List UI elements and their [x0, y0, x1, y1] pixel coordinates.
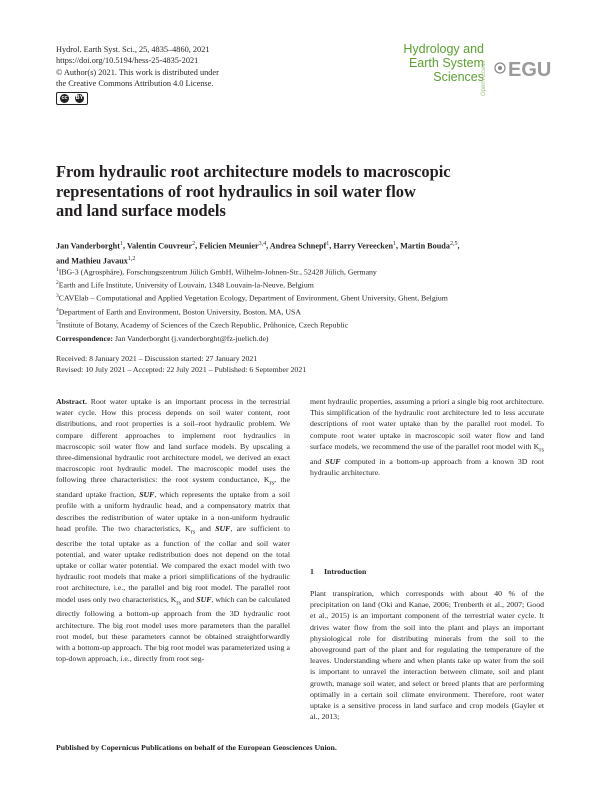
affiliation-num: 2 — [56, 280, 59, 287]
journal-name-line3: Sciences — [433, 69, 484, 84]
krs-sub: rs — [190, 528, 196, 536]
title-line2: representations of root hydraulics in soil water flow — [56, 181, 416, 201]
author-name: Jan Vanderborght — [56, 241, 120, 251]
abstract-text: and — [195, 523, 216, 533]
dates-received: Received: 8 January 2021 – Discussion started: 27 January 2021 — [56, 354, 258, 363]
abstract-column-right — [310, 396, 544, 478]
affiliation-item — [56, 305, 556, 318]
affiliation-item — [56, 318, 556, 331]
correspondence-text[interactable]: Jan Vanderborght (j.vanderborght@fz-juelich.de) — [114, 334, 269, 343]
author-aff: 1 — [326, 241, 330, 247]
author-aff: 1,2 — [127, 256, 136, 263]
affiliation-text: Department of Earth and Environment, Boston University, Boston, MA, USA — [58, 307, 302, 317]
journal-name — [384, 43, 484, 84]
section-heading-introduction — [310, 567, 366, 576]
abstract-text: ment hydraulic properties, assuming a priori a single big root architecture. This simplification of the hydraulic root architecture led to less accurate descriptions of root water uptake than by the parallel root model. To compute root water uptake in macroscopic soil water flow and land surface models, we recommend the use of the parallel root model with K — [310, 397, 544, 451]
author-name: Martin Bouda — [400, 241, 450, 251]
abstract-text: , the standard uptake fraction, — [56, 475, 290, 500]
title-line1: From hydraulic root architecture models to macroscopic — [56, 162, 451, 181]
journal-citation: Hydrol. Earth Syst. Sci., 25, 4835–4860, 2021 — [56, 45, 210, 54]
publisher-footer: Published by Copernicus Publications on behalf of the European Geosciences Union. — [56, 743, 337, 752]
author-name: Andrea Schnepf — [269, 241, 327, 251]
affiliation-num: 3 — [56, 293, 59, 300]
affiliation-text: Earth and Life Institute, University of Louvain, 1348 Louvain-la-Neuve, Belgium — [58, 280, 314, 290]
abstract-text: , are sufficient to describe the total uptake as a function of the collar and soil water potential, and water uptake redistribution does not depend on the total uptake or collar water potential. We compared the exact model with two hydraulic root models that make a priori simplifications of the hydraulic root architecture, i.e., the parallel and big root model. The parallel root model uses only two characteristics, K — [56, 523, 291, 604]
open-access-text: Open Access — [481, 60, 487, 96]
introduction-text: Plant transpiration, which corresponds with about 40 % of the precipitation on land (Oki and Kanae, 2006; Trenberth et al., 2007; Good et al., 2015) is an important component of the terrestrial water cycle. It drives water flow from the soil into the plant and plays an important physiological role for distributing minerals from the soil to the aboveground part of the plant and for regulating the temperature of the leaves. Understanding where and when plants take up water from the soil is important to unravel the interaction between climate, soil and plant growth, manage soil water, and select or breed plants that are performing optimally in a certain soil climate environment. Therefore, root water uptake is a sensitive process in land surface and crop models (Gayler et al., 2013; — [310, 589, 544, 722]
affiliation-item — [56, 291, 556, 304]
abstract-text: , which can be calculated directly following a bottom-up approach from the 3D hydraulic root architecture. The big root model uses more parameters than the parallel root model, but these parameters cannot be obtained straightforwardly with a bottom-up approach. The big root model was parameterized using a top-down approach, i.e., directly from root seg- — [56, 594, 290, 664]
suf-term: SUF — [196, 594, 212, 604]
abstract-column-left — [56, 396, 290, 664]
abstract-text: Root water uptake is an important process in the terrestrial water cycle. How this process depends on soil water content, root distributions, and root properties is a soil–root hydraulic problem. We compare different approaches to implement root hydraulics in macroscopic soil water flow and land surface models. By upscaling a three-dimensional hydraulic root architecture model, we derived an exact macroscopic root hydraulic model. The macroscopic model uses the following three characteristics: the root system conductance, K — [56, 397, 290, 485]
doi-link[interactable]: https://doi.org/10.5194/hess-25-4835-2021 — [56, 56, 199, 66]
author-aff: 2 — [192, 241, 196, 247]
abstract-text: , which represents the uptake from a soil profile with a uniform hydraulic head, and a compensatory matrix that describes the redistribution of water uptake in a non-uniform hydraulic head profile. The two characteristics, K — [56, 490, 290, 533]
open-access-label — [479, 40, 493, 100]
cc-by-badge-icon[interactable] — [56, 92, 88, 105]
title-line3: and land surface models — [56, 201, 226, 220]
affiliation-text: Institute of Botany, Academy of Sciences of the Czech Republic, Průhonice, Czech Republic — [58, 320, 349, 330]
author-aff: 3,4 — [258, 241, 267, 247]
section-number: 1 — [310, 567, 314, 576]
copyright-line: © Author(s) 2021. This work is distributed under — [56, 67, 219, 77]
journal-name-line2: Earth System — [408, 55, 484, 70]
abstract-label: Abstract. — [56, 397, 87, 406]
dates-published: Revised: 10 July 2021 – Accepted: 22 July 2021 – Published: 6 September 2021 — [56, 365, 307, 375]
krs-sub: rs — [269, 479, 275, 487]
citation-block — [56, 44, 306, 90]
cc-icon: cc — [61, 95, 68, 101]
by-icon: BY — [75, 95, 84, 101]
suf-term: SUF — [139, 490, 155, 500]
affiliation-num: 5 — [56, 319, 59, 326]
author-aff: 2,5 — [449, 241, 458, 247]
abstract-text: and — [310, 456, 326, 466]
dates-block — [56, 353, 556, 375]
journal-name-line1: Hydrology and — [403, 42, 484, 56]
abstract-text: and — [181, 594, 197, 604]
affiliation-item — [56, 278, 556, 291]
affiliation-item — [56, 265, 556, 278]
krs-sub: rs — [176, 599, 182, 607]
paper-title — [56, 162, 536, 221]
affiliation-text: IBG-3 (Agrosphäre), Forschungszentrum Jülich GmbH, Wilhelm-Johnen-Str., 52428 Jülich, Germany — [58, 267, 377, 277]
affiliation-text: CAVElab – Computational and Applied Vegetation Ecology, Department of Environment, Ghent University, Ghent, Belgium — [58, 293, 448, 303]
license-line: the Creative Commons Attribution 4.0 License. — [56, 79, 214, 89]
krs-sub: rs — [539, 446, 544, 454]
author-name: Felicien Meunier — [199, 241, 259, 251]
author-list: Jan Vanderborght$^1$, Valentin Couvreur$^2$, Felicien Meunier$^{3,4}$, Andrea Schnepf$^1$, Harry Vereecken$^1$, Martin Bouda$^{2,5}$, and Mathieu Javaux$^{1,2}$ — [56, 241, 460, 266]
author-aff: 1 — [393, 241, 397, 247]
egu-logo-text: EGU — [508, 59, 552, 81]
author-aff: 1 — [119, 241, 123, 247]
correspondence — [56, 334, 556, 343]
author-name: Harry Vereecken — [333, 241, 394, 251]
section-title: Introduction — [324, 567, 367, 576]
affiliation-list — [56, 265, 556, 331]
suf-term: SUF — [215, 523, 231, 533]
egu-logo-icon — [492, 50, 552, 86]
affiliation-num: 1 — [56, 267, 59, 273]
author-name: Mathieu Javaux — [71, 256, 128, 266]
abstract-text: computed in a bottom-up approach from a known 3D root hydraulic architecture. — [310, 456, 544, 477]
correspondence-label: Correspondence: — [56, 334, 114, 343]
author-name: Valentin Couvreur — [126, 241, 193, 251]
suf-term: SUF — [325, 456, 341, 466]
affiliation-num: 4 — [56, 306, 59, 313]
